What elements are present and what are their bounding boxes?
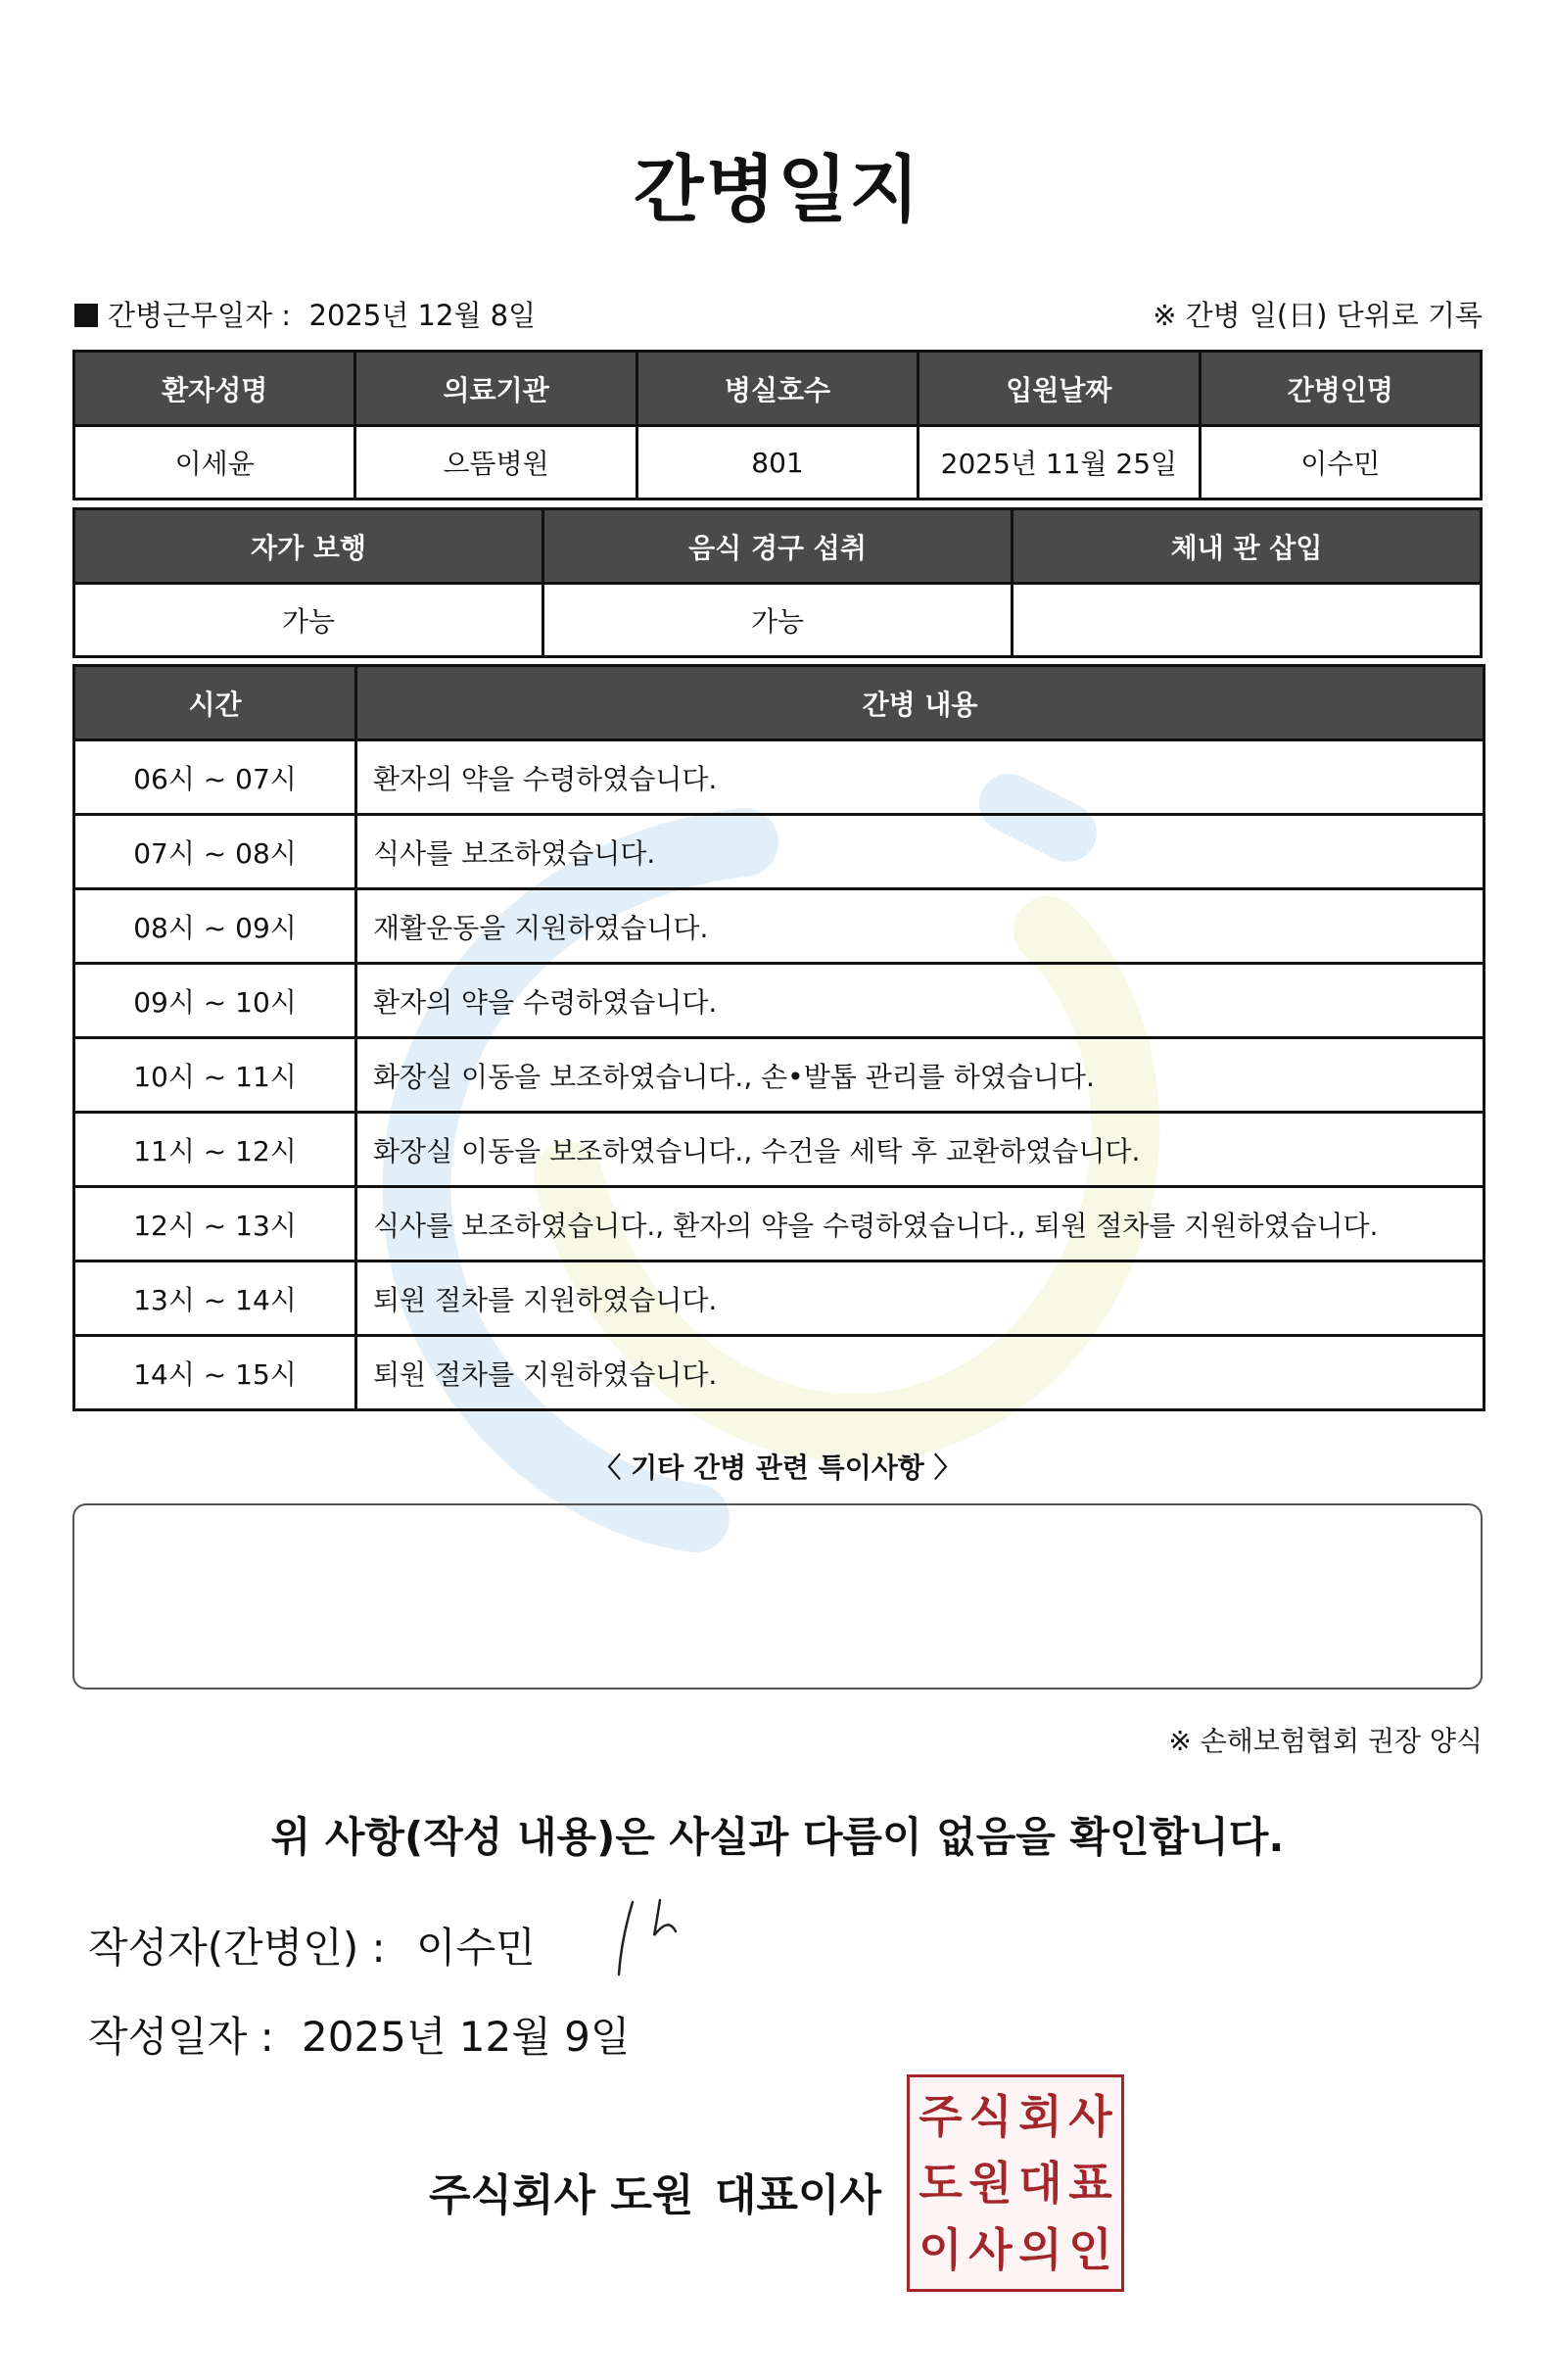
header-room: 병실호수 xyxy=(636,352,918,426)
seal-char: 사 xyxy=(1068,2090,1112,2143)
time-cell: 08시 ~ 09시 xyxy=(74,889,356,964)
table-row xyxy=(74,1038,1484,1113)
ceo-title: 대표이사 xyxy=(715,2170,882,2220)
writer-label: 작성자(간병인) : xyxy=(88,1924,386,1972)
caregiver-name: 이수민 xyxy=(1200,426,1481,500)
care-log-table xyxy=(72,664,1485,1411)
tube-status xyxy=(1013,584,1482,657)
signature xyxy=(615,1892,695,1980)
confirmation-statement: 위 사항(작성 내용)은 사실과 다름이 없음을 확인합니다. xyxy=(270,1813,1285,1861)
header-tube: 체내 관 삽입 xyxy=(1013,509,1482,584)
seal-char: 식 xyxy=(968,2090,1013,2143)
company-name: 주식회사 도원 xyxy=(429,2170,694,2220)
hospital: 으뜸병원 xyxy=(355,426,636,500)
header-caregiver: 간병인명 xyxy=(1200,352,1481,426)
content-cell: 식사를 보조하였습니다., 환자의 약을 수령하였습니다., 퇴원 절차를 지원하였습니다. xyxy=(356,1187,1484,1261)
seal-char: 원 xyxy=(968,2157,1013,2210)
seal-border xyxy=(907,2074,1124,2292)
table-row xyxy=(74,889,1484,964)
notes-box xyxy=(72,1503,1483,1690)
walking-status: 가능 xyxy=(74,584,543,657)
seal-char: 사 xyxy=(968,2223,1013,2276)
header-time: 시간 xyxy=(74,666,356,740)
content-cell: 환자의 약을 수령하였습니다. xyxy=(356,740,1484,815)
time-cell: 06시 ~ 07시 xyxy=(74,740,356,815)
table-row xyxy=(74,740,1484,815)
unit-note: ※ 간병 일(日) 단위로 기록 xyxy=(1153,299,1483,332)
square-bullet-icon xyxy=(74,304,98,327)
patient-status-table xyxy=(72,507,1483,658)
notes-title: 〈 기타 간병 관련 특이사항 〉 xyxy=(593,1452,962,1484)
content-cell: 식사를 보조하였습니다. xyxy=(356,815,1484,889)
time-cell: 12시 ~ 13시 xyxy=(74,1187,356,1261)
company-seal xyxy=(907,2074,1124,2292)
table-row xyxy=(74,1113,1484,1187)
form-note: ※ 손해보험협회 권장 양식 xyxy=(1168,1725,1483,1757)
seal-characters xyxy=(916,2083,1115,2283)
content-cell: 퇴원 절차를 지원하였습니다. xyxy=(356,1261,1484,1336)
room-number: 801 xyxy=(636,426,918,500)
time-cell: 10시 ~ 11시 xyxy=(74,1038,356,1113)
date-label: 작성일자 : xyxy=(88,2013,274,2061)
time-cell: 07시 ~ 08시 xyxy=(74,815,356,889)
time-cell: 09시 ~ 10시 xyxy=(74,964,356,1038)
seal-char: 의 xyxy=(1018,2223,1062,2276)
work-date xyxy=(74,294,536,334)
content-cell: 화장실 이동을 보조하였습니다., 수건을 세탁 후 교환하였습니다. xyxy=(356,1113,1484,1187)
table-row xyxy=(74,1187,1484,1261)
time-cell: 13시 ~ 14시 xyxy=(74,1261,356,1336)
seal-char: 대 xyxy=(1018,2157,1062,2210)
header-walking: 자가 보행 xyxy=(74,509,543,584)
header-care-content: 간병 내용 xyxy=(356,666,1484,740)
patient-name: 이세윤 xyxy=(74,426,355,500)
header-patient-name: 환자성명 xyxy=(74,352,355,426)
seal-char: 이 xyxy=(919,2223,963,2276)
oral-intake-status: 가능 xyxy=(543,584,1013,657)
seal-char: 주 xyxy=(919,2090,963,2143)
content-cell: 환자의 약을 수령하였습니다. xyxy=(356,964,1484,1038)
document-title: 간병일지 xyxy=(634,148,921,232)
table-row xyxy=(74,1261,1484,1336)
table-row xyxy=(74,815,1484,889)
date-value: 2025년 12월 9일 xyxy=(302,2013,631,2061)
header-hospital: 의료기관 xyxy=(355,352,636,426)
seal-char: 회 xyxy=(1018,2090,1062,2143)
admission-date: 2025년 11월 25일 xyxy=(919,426,1200,500)
time-cell: 14시 ~ 15시 xyxy=(74,1336,356,1410)
patient-info-table xyxy=(72,350,1483,500)
writer-name: 이수민 xyxy=(416,1924,536,1972)
header-oral-intake: 음식 경구 섭취 xyxy=(543,509,1013,584)
seal-char: 표 xyxy=(1068,2157,1112,2210)
seal-char: 인 xyxy=(1068,2223,1112,2276)
work-date-label: 간병근무일자 : xyxy=(108,299,292,332)
content-cell: 퇴원 절차를 지원하였습니다. xyxy=(356,1336,1484,1410)
table-row xyxy=(74,1336,1484,1410)
work-date-value: 2025년 12월 8일 xyxy=(308,299,537,332)
table-row xyxy=(74,964,1484,1038)
seal-char: 도 xyxy=(919,2157,963,2210)
content-cell: 재활운동을 지원하였습니다. xyxy=(356,889,1484,964)
time-cell: 11시 ~ 12시 xyxy=(74,1113,356,1187)
content-cell: 화장실 이동을 보조하였습니다., 손•발톱 관리를 하였습니다. xyxy=(356,1038,1484,1113)
header-admission-date: 입원날짜 xyxy=(919,352,1200,426)
